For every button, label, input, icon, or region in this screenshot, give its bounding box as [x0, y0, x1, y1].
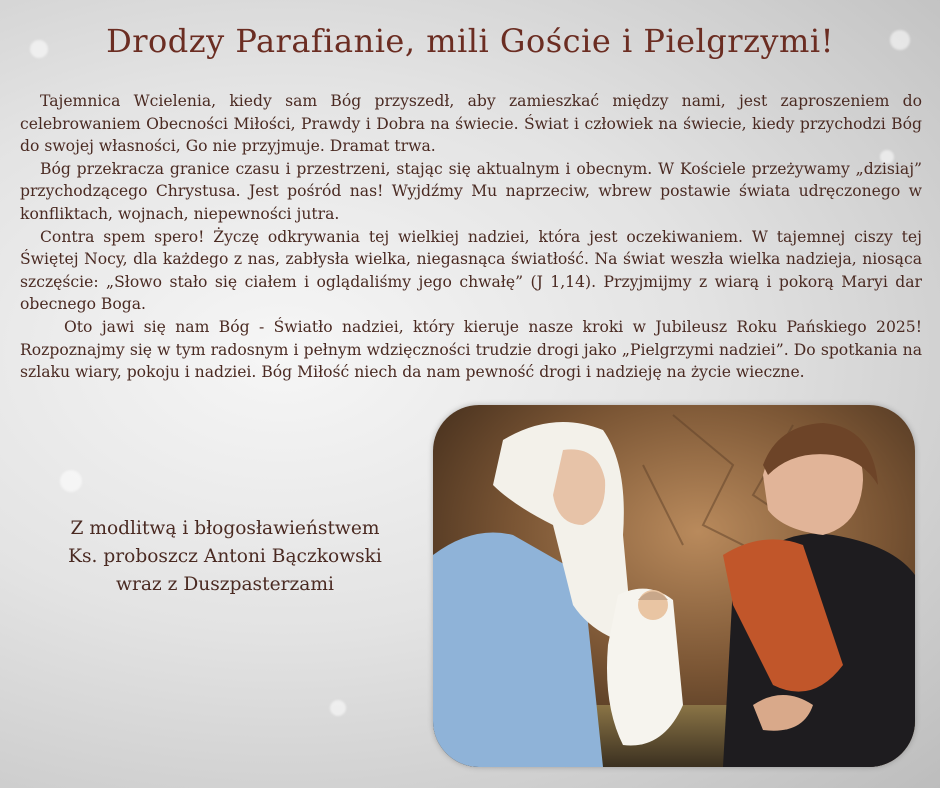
signature-line: Ks. proboszcz Antoni Bączkowski — [68, 546, 382, 567]
letter-paragraph: Contra spem spero! Życzę odkrywania tej wielkiej nadziei, która jest oczekiwaniem. W tajemnej ciszy tej Świętej Nocy, dla każdego z nas, zabłysła wielka, niegasnąca światłość. Na świat weszła wielka nadzieja, niosąca szczęście: „Słowo stało się ciałem i oglądaliśmy jego chwałę” (J 1,14). Przyjmijmy z wiarą i pokorą Maryi dar obecnego Boga. — [20, 227, 922, 314]
nativity-photo — [433, 405, 915, 767]
letter-paragraph: Oto jawi się nam Bóg - Światło nadziei, który kieruje nasze kroki w Jubileusz Roku Pańskiego 2025! Rozpoznajmy się w tym radosnym i pełnym wdzięczności trudzie drogi jako „Pielgrzymi nadziei”. Do spotkania na szlaku wiary, pokoju i nadziei. Bóg Miłość niech da nam pewność drogi i nadzieję na życie wieczne. — [20, 317, 922, 382]
signature-block — [20, 515, 430, 599]
signature-line: wraz z Duszpasterzami — [116, 574, 334, 595]
bokeh-light — [60, 470, 82, 492]
letter-body — [20, 90, 922, 384]
signature-line: Z modlitwą i błogosławieństwem — [70, 518, 380, 539]
letter-paragraph: Tajemnica Wcielenia, kiedy sam Bóg przyszedł, aby zamieszkać między nami, jest zaproszeniem do celebrowaniem Obecności Miłości, Prawdy i Dobra na świecie. Świat i człowiek na świecie, kiedy przychodzi Bóg do swojej własności, Go nie przyjmuje. Dramat trwa. — [20, 92, 922, 156]
bokeh-light — [330, 700, 346, 716]
letter-paragraph: Bóg przekracza granice czasu i przestrzeni, stając się aktualnym i obecnym. W Kościele przeżywamy „dzisiaj” przychodzącego Chrystusa. Jest pośród nas! Wyjdźmy Mu naprzeciw, wbrew postawie świata udręczonego w konfliktach, wojnach, niepewności jutra. — [20, 159, 922, 223]
page-title: Drodzy Parafianie, mili Goście i Pielgrzymi! — [106, 22, 834, 60]
nativity-scene-illustration — [433, 405, 915, 767]
